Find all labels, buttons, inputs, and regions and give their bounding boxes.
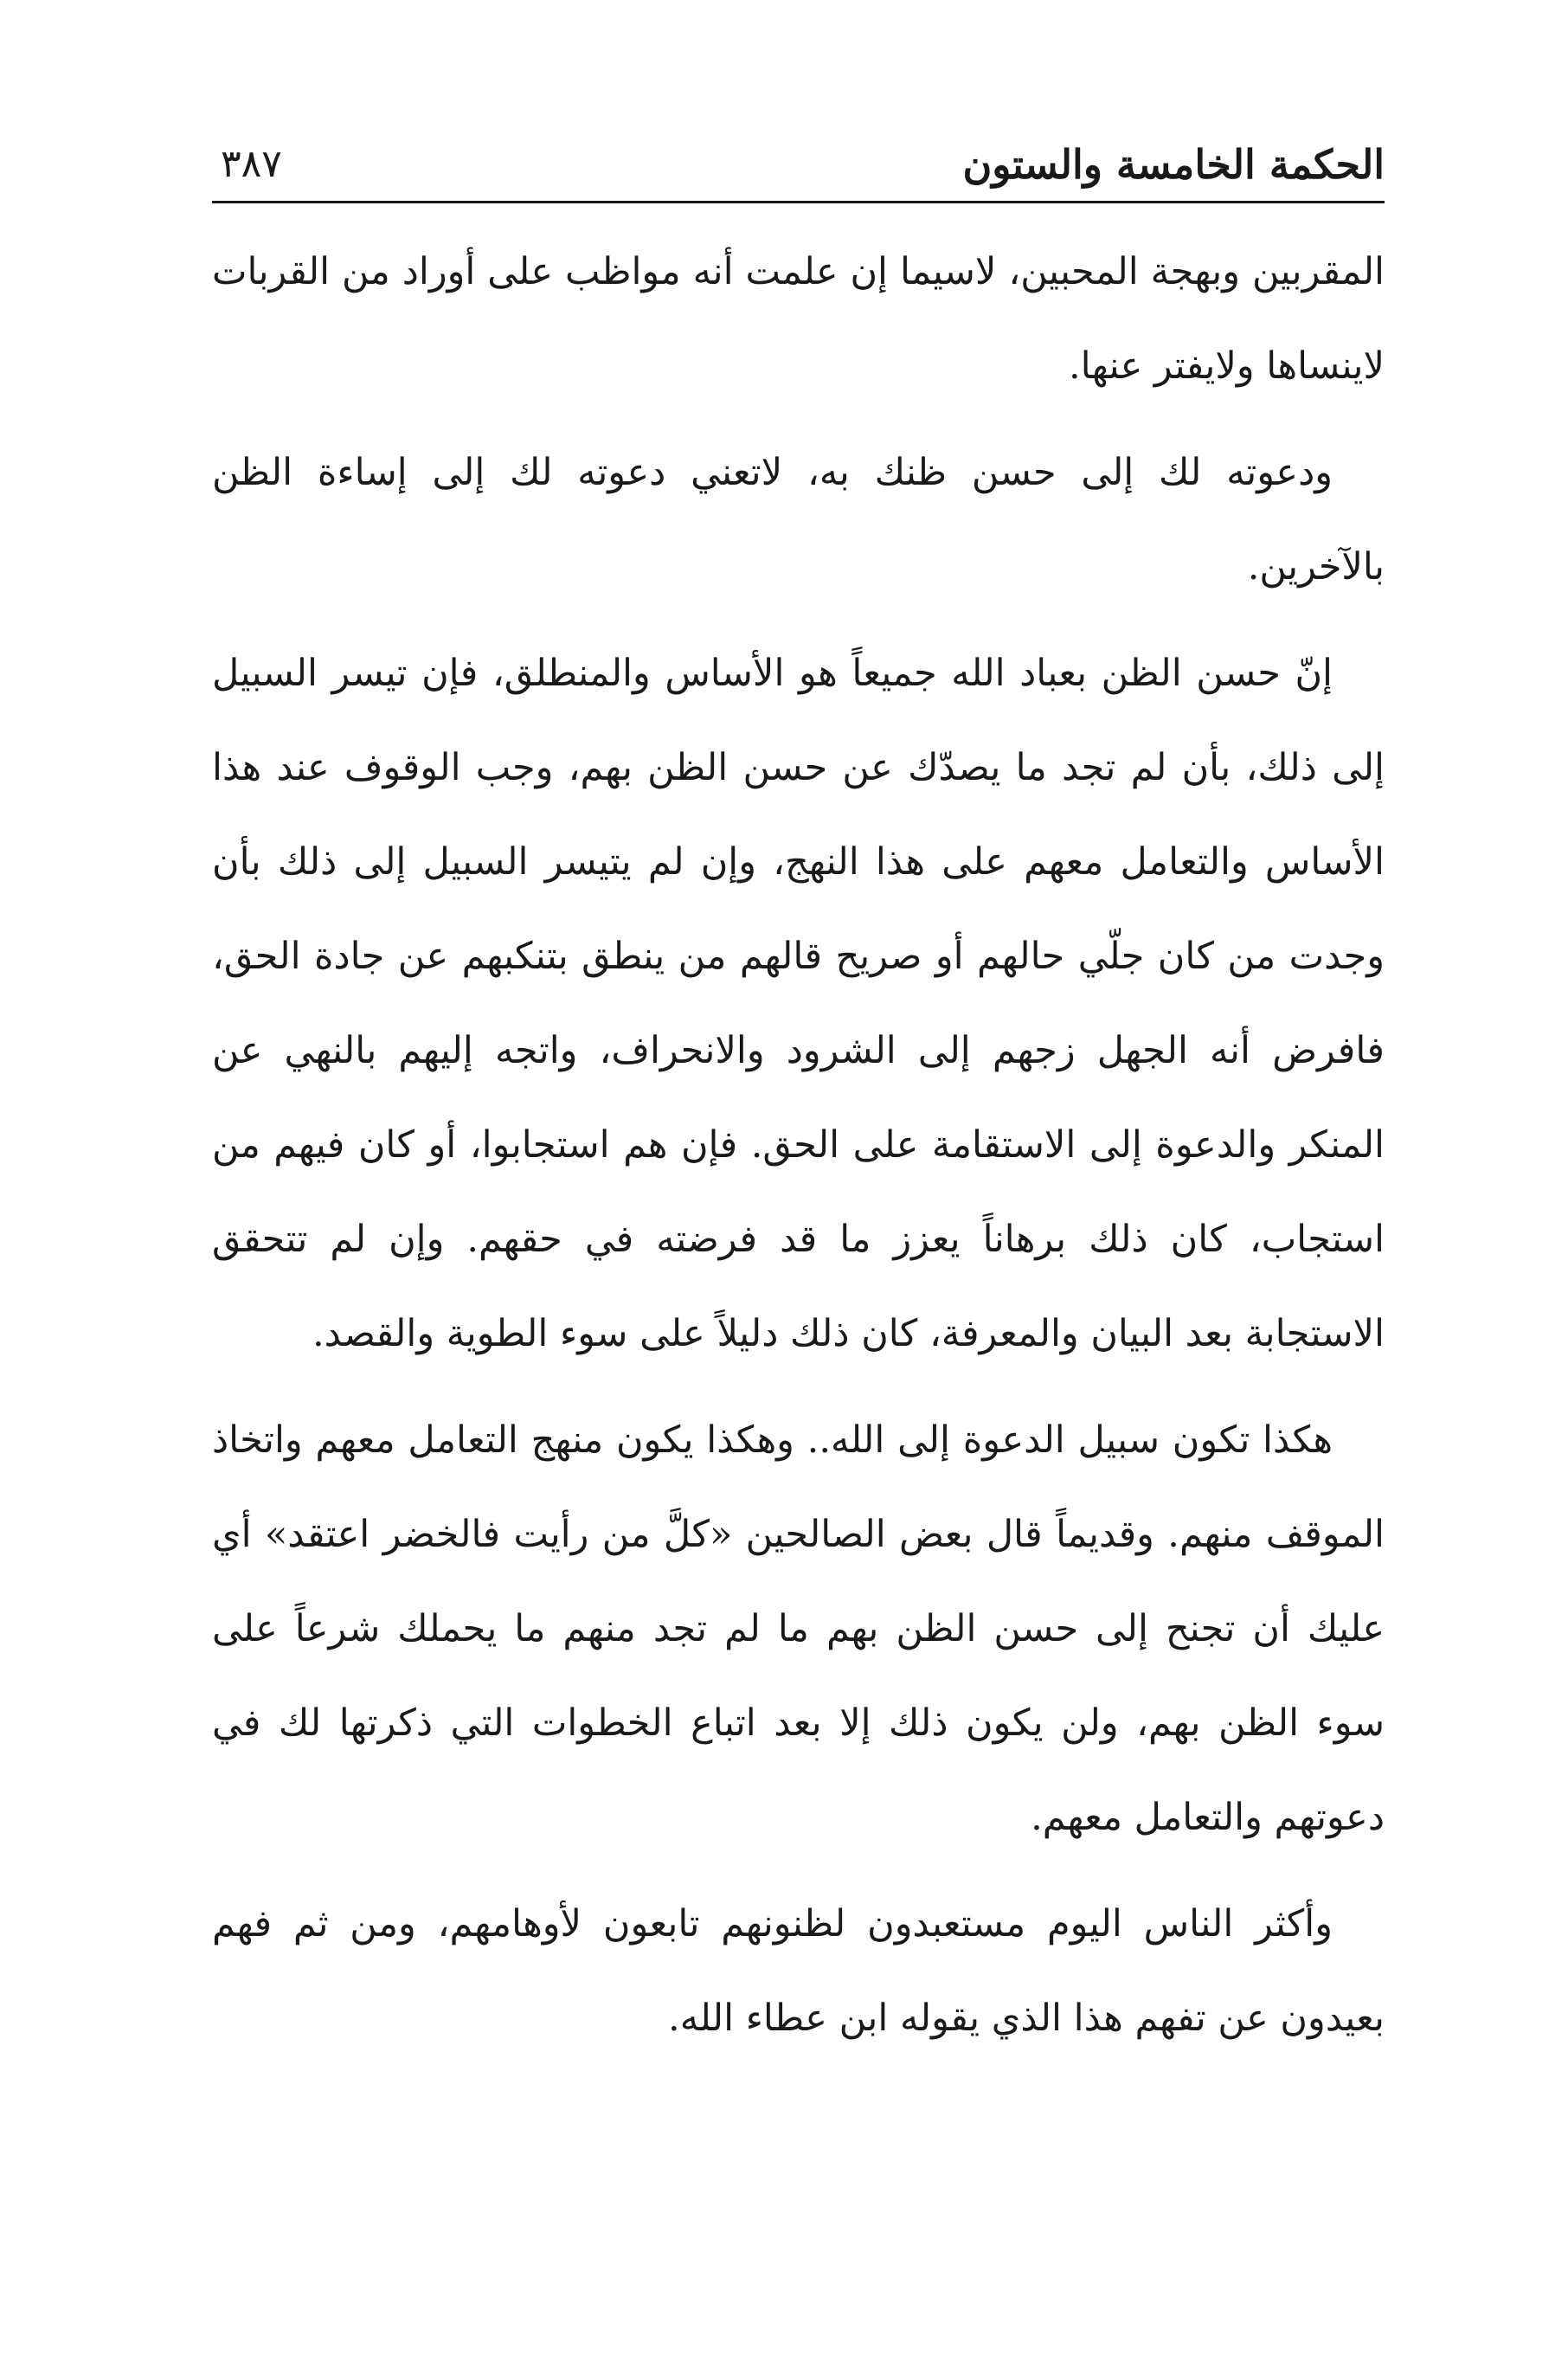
- running-title: الحكمة الخامسة والستون: [962, 141, 1385, 188]
- page-header: [212, 130, 1385, 199]
- paragraph-2: ودعوته لك إلى حسن ظنك به، لاتعني دعوته لك إلى إساءة الظن بالآخرين.: [212, 451, 1385, 589]
- page-number: ٣٨٧: [221, 142, 282, 186]
- paragraph-5: وأكثر الناس اليوم مستعبدون لظنونهم تابعون لأوهامهم، ومن ثم فهم بعيدون عن تفهم هذا الذي يقوله ابن عطاء الله.: [212, 1902, 1385, 2040]
- body-text: [212, 225, 1385, 2066]
- header-rule: [212, 201, 1385, 203]
- paragraph-3: إنّ حسن الظن بعباد الله جميعاً هو الأساس والمنطلق، فإن تيسر السبيل إلى ذلك، بأن لم تجد ما يصدّك عن حسن الظن بهم، وجب الوقوف عند هذا الأساس والتعامل معهم على هذا النهج، وإن لم يتيسر السبيل إلى ذلك بأن وجدت من كان جلّي حالهم أو صريح قالهم من ينطق بتنكبهم عن جادة الحق، فافرض أنه الجهل زجهم إلى الشرود والانحراف، واتجه إليهم بالنهي عن المنكر والدعوة إلى الاستقامة على الحق. فإن هم استجابوا، أو كان فيهم من استجاب، كان ذلك برهاناً يعزز ما قد فرضته في حقهم. وإن لم تتحقق الاستجابة بعد البيان والمعرفة، كان ذلك دليلاً على سوء الطوية والقصد.: [212, 652, 1385, 1355]
- paragraph-4: هكذا تكون سبيل الدعوة إلى الله.. وهكذا يكون منهج التعامل معهم واتخاذ الموقف منهم. وقديماً قال بعض الصالحين «كلَّ من رأيت فالخضر اعتقد» أي عليك أن تجنح إلى حسن الظن بهم ما لم تجد منهم ما يحملك شرعاً على سوء الظن بهم، ولن يكون ذلك إلا بعد اتباع الخطوات التي ذكرتها لك في دعوتهم والتعامل معهم.: [212, 1418, 1385, 1839]
- paragraph-1: المقربين وبهجة المحبين، لاسيما إن علمت أنه مواظب على أوراد من القربات لاينساها ولايفتر عنها.: [212, 250, 1385, 388]
